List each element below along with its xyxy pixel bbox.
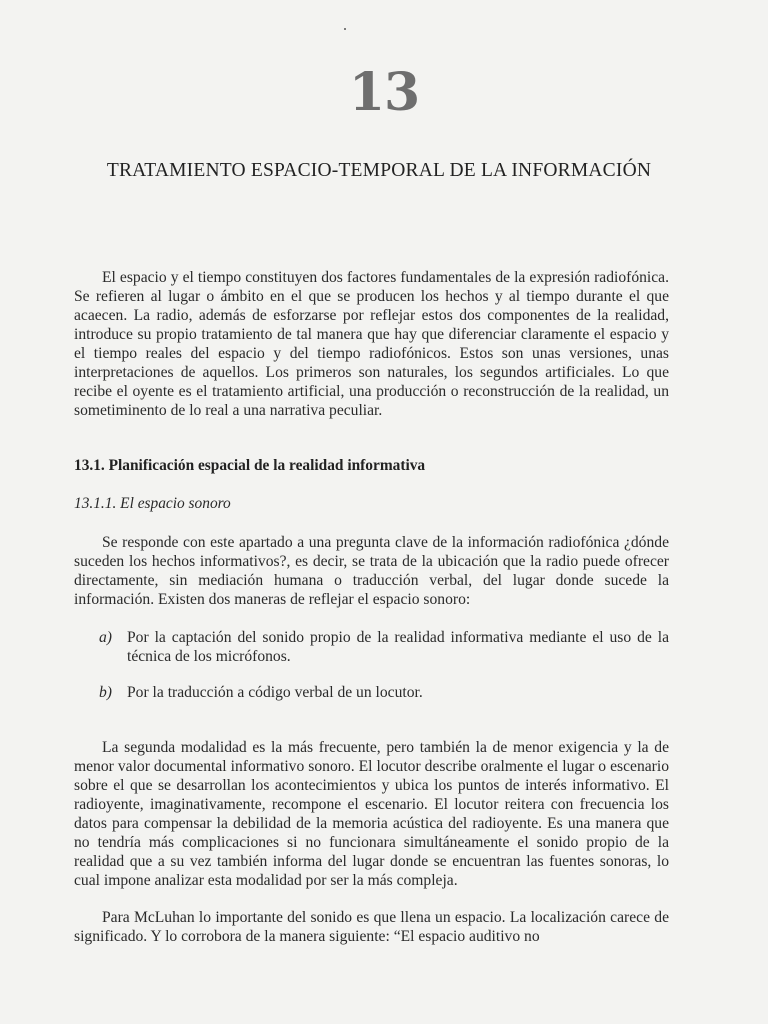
list-item-text: Por la captación del sonido propio de la realidad informativa mediante el uso de la técnica de los micrófonos.	[127, 629, 669, 665]
paragraph-block-1	[74, 533, 669, 609]
chapter-title: TRATAMIENTO ESPACIO-TEMPORAL DE LA INFORMACIÓN	[106, 160, 652, 181]
list-item-a	[99, 628, 669, 666]
paragraph-block-3	[74, 908, 669, 946]
scan-speck	[344, 28, 346, 30]
list-item-text: Por la traducción a código verbal de un locutor.	[127, 684, 423, 701]
paragraph: Para McLuhan lo importante del sonido es que llena un espacio. La localización carece de significado. Y lo corrobora de la manera siguiente: “El espacio auditivo no	[74, 909, 669, 945]
list-item-b	[99, 683, 669, 702]
chapter-number: 13	[348, 62, 420, 123]
subsection-heading: 13.1.1. El espacio sonoro	[74, 495, 231, 512]
paragraph-block-2	[74, 738, 669, 890]
section-heading: 13.1. Planificación espacial de la realidad informativa	[74, 457, 426, 474]
intro-paragraph: El espacio y el tiempo constituyen dos factores fundamentales de la expresión radiofónica. Se refieren al lugar o ámbito en el que se producen los hechos y al tiempo durante el que acaecen. La radio, además de esforzarse por reflejar estos dos componentes de la realidad, introduce su propio tratamiento de tal manera que hay que diferenciar claramente el espacio y el tiempo reales del espacio y del tiempo radiofónicos. Estos son unas versiones, unas interpretaciones de aquellos. Los primeros son naturales, los segundos artificiales. Lo que recibe el oyente es el tratamiento artificial, una producción o reconstrucción de la realidad, un sometiminento de lo real a una narrativa peculiar.	[74, 269, 669, 419]
list-marker: a)	[99, 629, 112, 646]
paragraph: Se responde con este apartado a una pregunta clave de la información radiofónica ¿dónde suceden los hechos informativos?, es decir, se trata de la ubicación que la radio puede ofrecer directamente, sin mediación humana o traducción verbal, del lugar donde sucede la información. Existen dos maneras de reflejar el espacio sonoro:	[74, 534, 669, 608]
paragraph: La segunda modalidad es la más frecuente, pero también la de menor exigencia y la de menor valor documental informativo sonoro. El locutor describe oralmente el lugar o escenario sobre el que se desarrollan los acontecimientos y ubica los puntos de interés informativo. El radioyente, imaginativamente, recompone el escenario. El locutor reitera con frecuencia los datos para compensar la debilidad de la memoria acústica del radioyente. Es una manera que no tendría más complicaciones si no funcionara simultáneamente el sonido propio de la realidad que a su vez también informa del lugar donde se encuentran las fuentes sonoras, lo cual impone analizar esta modalidad por ser la más compleja.	[74, 739, 669, 889]
list-marker: b)	[99, 684, 112, 701]
intro-paragraph-block	[74, 268, 669, 420]
